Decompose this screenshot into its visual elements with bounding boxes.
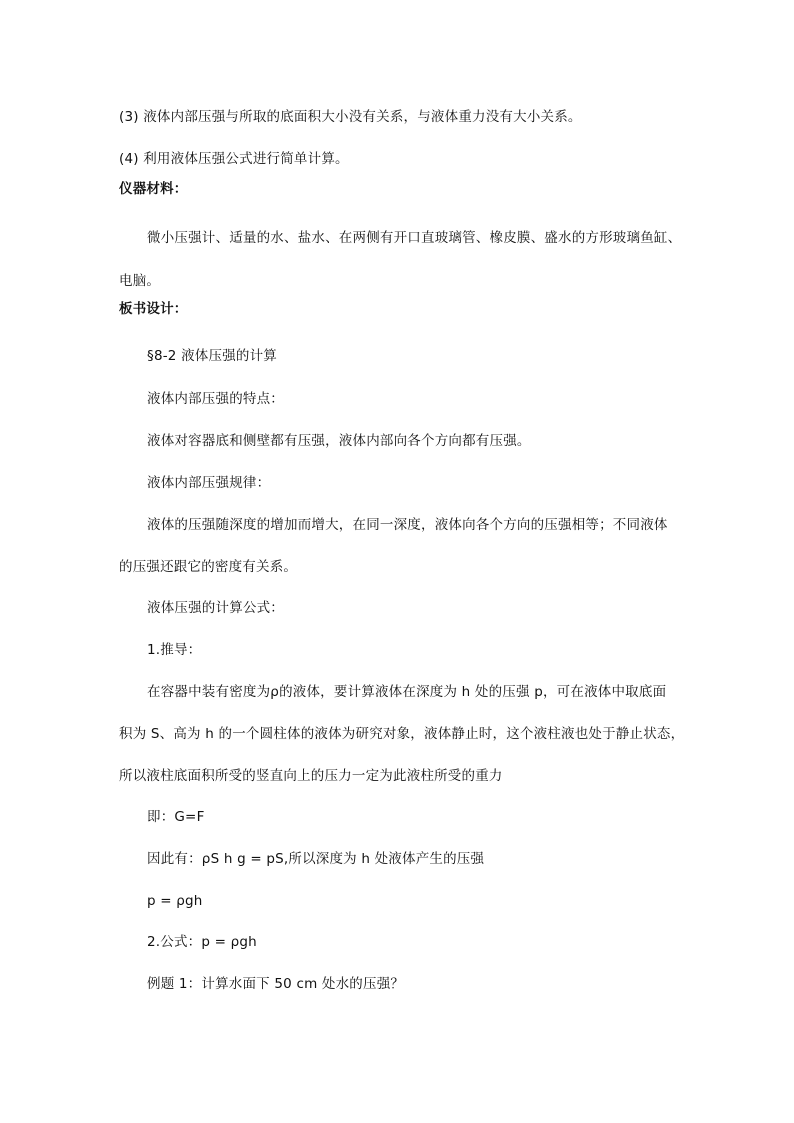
formula-label: 2.公式：p = ρgh bbox=[147, 934, 257, 950]
derivation-label: 1.推导： bbox=[147, 642, 202, 658]
derivation-text-line-1: 在容器中装有密度为ρ的液体，要计算液体在深度为 h 处的压强 p，可在液体中取底面 bbox=[147, 684, 667, 700]
formula-heading: 液体压强的计算公式： bbox=[147, 600, 284, 616]
section-title: §8-2 液体压强的计算 bbox=[147, 348, 277, 364]
example-1: 例题 1：计算水面下 50 cm 处水的压强？ bbox=[147, 976, 405, 992]
materials-heading: 仪器材料： bbox=[119, 181, 188, 197]
equation-derivation: 因此有：ρS h g = pS,所以深度为 h 处液体产生的压强 bbox=[147, 851, 485, 867]
law-text-line-1: 液体的压强随深度的增加而增大，在同一深度，液体向各个方向的压强相等；不同液体 bbox=[147, 517, 668, 533]
characteristics-heading: 液体内部压强的特点： bbox=[147, 391, 284, 407]
law-text-line-2: 的压强还跟它的密度有关系。 bbox=[119, 559, 298, 575]
characteristics-text: 液体对容器底和侧壁都有压强，液体内部向各个方向都有压强。 bbox=[147, 433, 531, 449]
objective-item-4: (4) 利用液体压强公式进行简单计算。 bbox=[119, 151, 349, 167]
objective-item-3: (3) 液体内部压强与所取的底面积大小没有关系，与液体重力没有大小关系。 bbox=[119, 109, 582, 125]
materials-text-line-1: 微小压强计、适量的水、盐水、在两侧有开口直玻璃管、橡皮膜、盛水的方形玻璃鱼缸、 bbox=[147, 230, 682, 246]
law-heading: 液体内部压强规律： bbox=[147, 475, 271, 491]
board-design-heading: 板书设计： bbox=[119, 301, 188, 317]
materials-text-line-2: 电脑。 bbox=[119, 273, 161, 289]
equation-result: p = ρgh bbox=[147, 893, 203, 909]
derivation-text-line-2: 积为 S、高为 h 的一个圆柱体的液体为研究对象，液体静止时，这个液柱液也处于静止状态， bbox=[119, 726, 685, 742]
derivation-text-line-3: 所以液柱底面积所受的竖直向上的压力一定为此液柱所受的重力 bbox=[119, 768, 503, 784]
equation-g-equals-f: 即：G=F bbox=[147, 809, 205, 825]
